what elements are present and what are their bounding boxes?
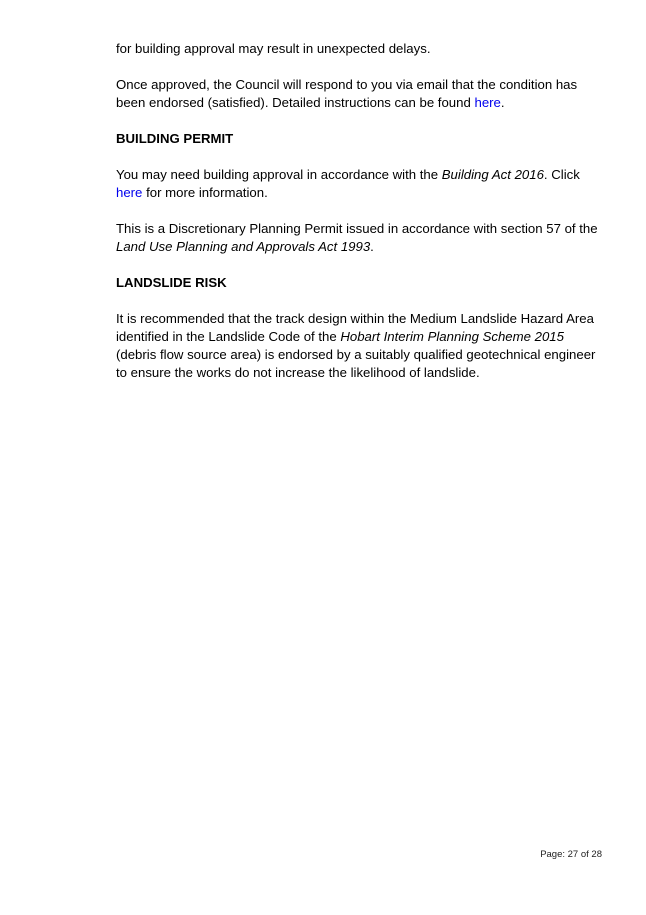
paragraph-text-mid: . Click (543, 167, 580, 182)
document-page (116, 40, 606, 400)
paragraph-text: It is recommended that the track design within the Medium Landslide Hazard Area identified in the Landslide Code of the (116, 311, 594, 344)
paragraph-text-end: . (500, 95, 505, 110)
paragraph-council-response (116, 76, 606, 112)
paragraph-text-end: (debris flow source area) is endorsed by a suitably qualified geotechnical engineer to ensure the works do not increase the likelihood of landslide. (116, 347, 596, 380)
planning-act-title: Land Use Planning and Approvals Act 1993 (116, 239, 371, 254)
paragraph-text-end: . (370, 239, 374, 254)
paragraph-text: for building approval may result in unexpected delays. (116, 41, 431, 56)
instructions-here-link[interactable]: here (474, 95, 501, 110)
paragraph-discretionary-permit (116, 220, 606, 256)
heading-landslide-risk: LANDSLIDE RISK (116, 275, 227, 290)
page-number-footer: Page: 27 of 28 (540, 849, 602, 860)
paragraph-text: Once approved, the Council will respond to you via email that the condition has been endorsed (satisfied). Detailed instructions can be found (116, 77, 578, 110)
paragraph-text: You may need building approval in accordance with the (116, 167, 442, 182)
paragraph-text: This is a Discretionary Planning Permit issued in accordance with section 57 of the (116, 221, 598, 236)
paragraph-landslide-recommendation (116, 310, 606, 382)
paragraph-text-end: for more information. (142, 185, 268, 200)
paragraph-building-approval-delays (116, 40, 606, 58)
building-act-title: Building Act 2016 (441, 167, 544, 182)
paragraph-building-act (116, 166, 606, 202)
heading-building-permit: BUILDING PERMIT (116, 131, 234, 146)
building-info-here-link[interactable]: here (116, 185, 143, 200)
planning-scheme-title: Hobart Interim Planning Scheme 2015 (340, 329, 564, 344)
